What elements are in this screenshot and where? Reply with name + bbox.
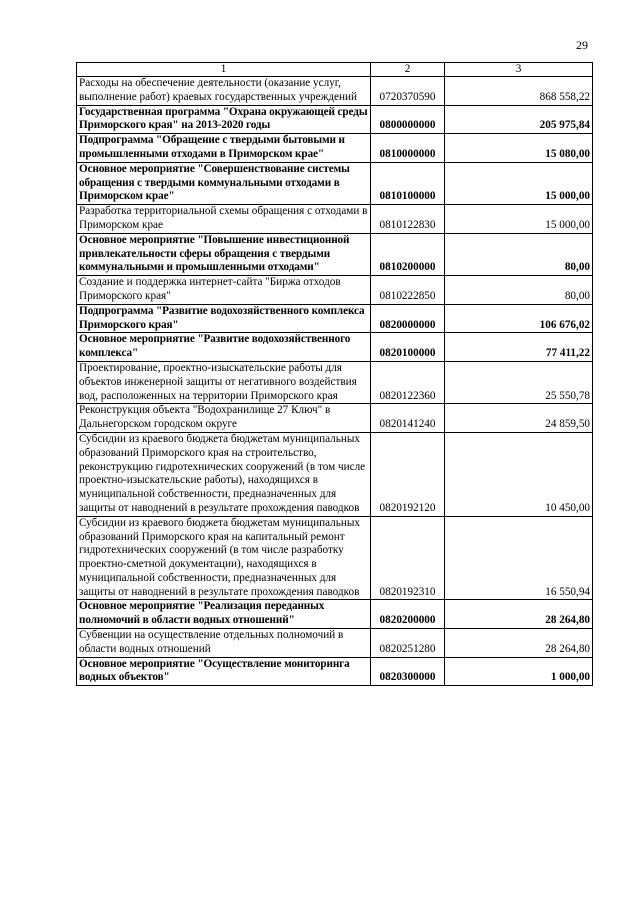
table-row (77, 361, 593, 403)
row-name: Разработка территориальной схемы обращения с отходами в Приморском крае (77, 205, 371, 234)
row-code: 0820200000 (371, 600, 445, 629)
row-amount: 10 450,00 (445, 432, 593, 516)
row-amount: 28 264,80 (445, 629, 593, 658)
row-name: Субсидии из краевого бюджета бюджетам муниципальных образований Приморского края на капитальный ремонт гидротехнических сооружений (в том числе разработку проектно-сметной документации), находящихся в муниципальной собственности, предназначенных для защиты от наводнений в результате прохождения паводков (77, 516, 371, 600)
row-name: Реконструкция объекта "Водохранилище 27 Ключ" в Дальнегорском городском округе (77, 404, 371, 433)
header-col-2: 2 (371, 63, 445, 77)
row-name: Государственная программа "Охрана окружающей среды Приморского края" на 2013-2020 годы (77, 105, 371, 134)
table-row (77, 162, 593, 204)
table-row (77, 77, 593, 106)
budget-table (76, 62, 593, 686)
row-name: Расходы на обеспечение деятельности (оказание услуг, выполнение работ) краевых государственных учреждений (77, 77, 371, 106)
table-row (77, 600, 593, 629)
row-name: Проектирование, проектно-изыскательские работы для объектов инженерной защиты от негативного воздействия вод, расположенных на территории Приморского края (77, 361, 371, 403)
row-code: 0820141240 (371, 404, 445, 433)
table-row (77, 276, 593, 305)
row-amount: 77 411,22 (445, 333, 593, 362)
table-row (77, 629, 593, 658)
row-code: 0820122360 (371, 361, 445, 403)
row-code: 0820000000 (371, 304, 445, 333)
row-amount: 1 000,00 (445, 657, 593, 686)
row-code: 0800000000 (371, 105, 445, 134)
table-row (77, 205, 593, 234)
row-code: 0820251280 (371, 629, 445, 658)
row-name: Основное мероприятие "Развитие водохозяйственного комплекса" (77, 333, 371, 362)
header-col-1: 1 (77, 63, 371, 77)
table-row (77, 233, 593, 275)
row-code: 0820192310 (371, 516, 445, 600)
table-row (77, 134, 593, 163)
row-amount: 15 000,00 (445, 162, 593, 204)
row-code: 0720370590 (371, 77, 445, 106)
row-name: Создание и поддержка интернет-сайта "Биржа отходов Приморского края" (77, 276, 371, 305)
row-amount: 15 000,00 (445, 205, 593, 234)
table-row (77, 304, 593, 333)
row-name: Основное мероприятие "Повышение инвестиционной привлекательности сферы обращения с твердыми коммунальными и промышленными отходами" (77, 233, 371, 275)
row-code: 0820300000 (371, 657, 445, 686)
row-amount: 205 975,84 (445, 105, 593, 134)
table-row (77, 657, 593, 686)
row-amount: 24 859,50 (445, 404, 593, 433)
table-row (77, 105, 593, 134)
row-amount: 868 558,22 (445, 77, 593, 106)
row-name: Основное мероприятие "Реализация переданных полномочий в области водных отношений" (77, 600, 371, 629)
row-code: 0810000000 (371, 134, 445, 163)
row-code: 0820192120 (371, 432, 445, 516)
table-row (77, 516, 593, 600)
row-amount: 25 550,78 (445, 361, 593, 403)
row-name: Субвенции на осуществление отдельных полномочий в области водных отношений (77, 629, 371, 658)
row-name: Основное мероприятие "Совершенствование системы обращения с твердыми коммунальными отходами в Приморском крае" (77, 162, 371, 204)
table-row (77, 432, 593, 516)
row-amount: 28 264,80 (445, 600, 593, 629)
header-row (77, 63, 593, 77)
row-amount: 80,00 (445, 233, 593, 275)
table-row (77, 404, 593, 433)
row-code: 0810222850 (371, 276, 445, 305)
row-name: Подпрограмма "Развитие водохозяйственного комплекса Приморского края" (77, 304, 371, 333)
row-name: Подпрограмма "Обращение с твердыми бытовыми и промышленными отходами в Приморском крае" (77, 134, 371, 163)
row-amount: 106 676,02 (445, 304, 593, 333)
row-code: 0820100000 (371, 333, 445, 362)
row-code: 0810100000 (371, 162, 445, 204)
header-col-3: 3 (445, 63, 593, 77)
row-name: Основное мероприятие "Осуществление мониторинга водных объектов" (77, 657, 371, 686)
row-code: 0810200000 (371, 233, 445, 275)
row-code: 0810122830 (371, 205, 445, 234)
row-amount: 15 080,00 (445, 134, 593, 163)
page-number: 29 (576, 38, 588, 52)
row-name: Субсидии из краевого бюджета бюджетам муниципальных образований Приморского края на строительство, реконструкцию гидротехнических сооружений (в том числе проектно-изыскательские работы), находящихся в муниципальной собственности, предназначенных для защиты от наводнений в результате прохождения паводков (77, 432, 371, 516)
row-amount: 16 550,94 (445, 516, 593, 600)
row-amount: 80,00 (445, 276, 593, 305)
table-row (77, 333, 593, 362)
